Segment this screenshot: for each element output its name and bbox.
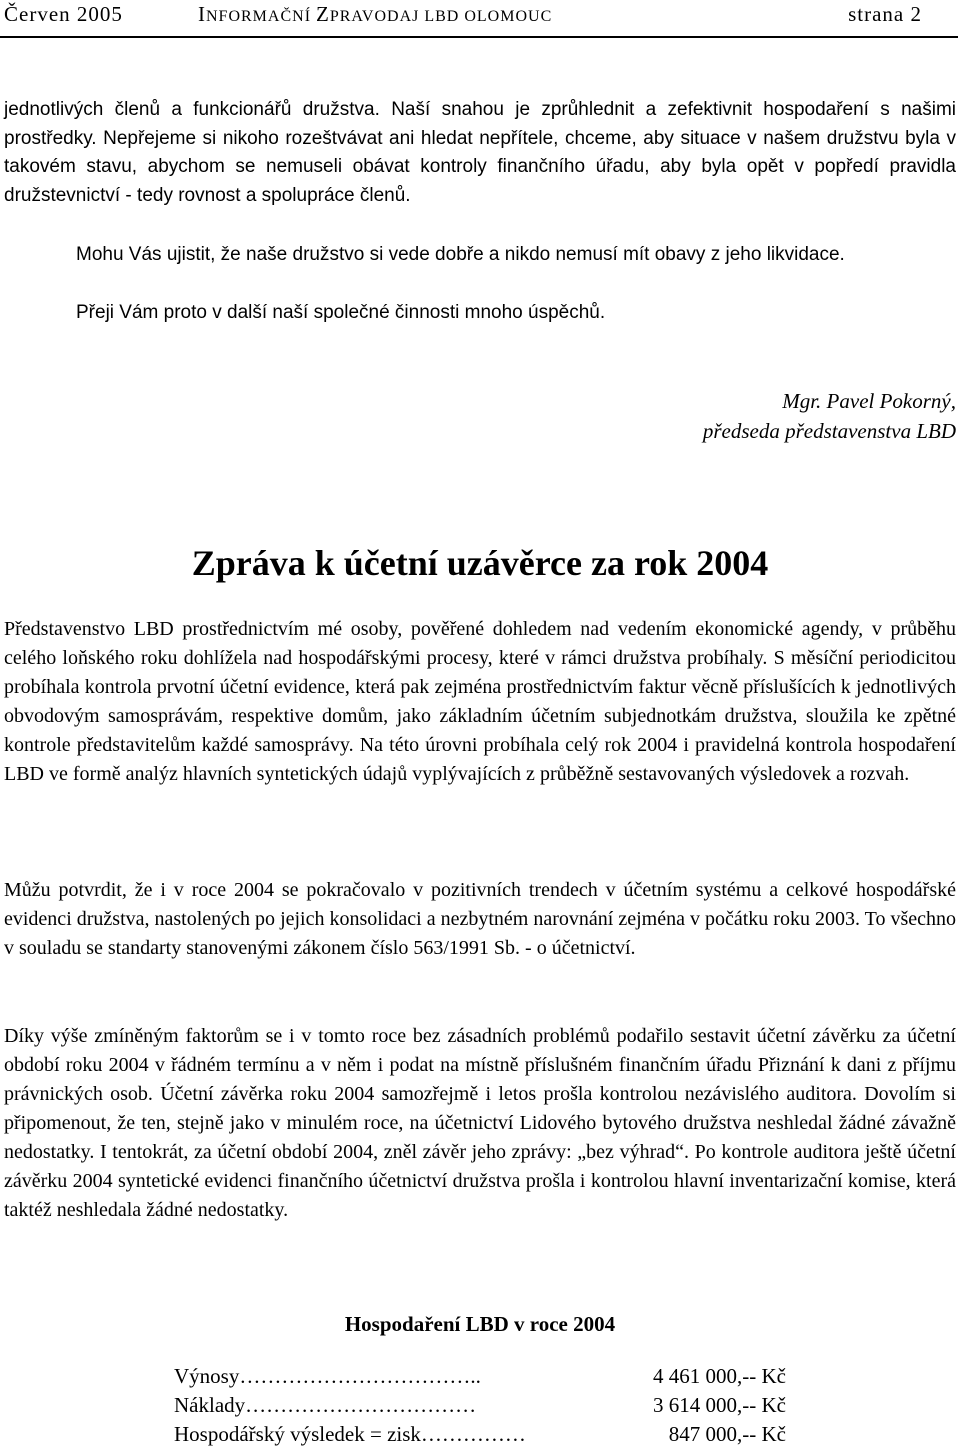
page-header — [0, 0, 960, 38]
title-part: I — [198, 2, 206, 26]
summary-amount: 847 000,-- Kč — [668, 1422, 786, 1446]
signature-block — [703, 386, 956, 446]
summary-row-revenue — [174, 1364, 794, 1389]
article-paragraph-3: Díky výše zmíněným faktorům se i v tomto roce bez zásadních problémů podařilo sestavit účetní závěrku za účetní období roku 2004 v řádném termínu a v něm i podat na místně příslušném finančním úřadu Přiznání k dani z příjmu právnických osob. Účetní závěrka roku 2004 samozřejmě i letos prošla kontrolou nezávislého auditora. Dovolím si připomenout, že ten, stejně jako v minulém roce, na účetnictví Lidového bytového družstva neshledal žádné závažně nedostatky. I tentokrát, za účetní období 2004, zněl závěr jeho zprávy: „bez výhrad“. Po kontrole auditora ještě účetní závěrku 2004 syntetické evidenci finančního účetnictví družstva prošla i kontrolou hlavní inventarizační komise, která taktéž neshledala žádné nedostatky. — [4, 1025, 956, 1221]
intro-paragraph-2: Mohu Vás ujistit, že naše družstvo si vede dobře a nikdo nemusí mít obavy z jeho likvidace. — [76, 244, 845, 265]
summary-label: Výnosy…………………………….. — [174, 1364, 481, 1388]
summary-label: Náklady…………………………… — [174, 1393, 477, 1417]
newsletter-title — [198, 2, 552, 27]
signature-role: předseda představenstva LBD — [702, 419, 956, 443]
title-part: Z — [316, 2, 330, 26]
signature-name: Mgr. Pavel Pokorný, — [782, 389, 956, 413]
summary-amount: 3 614 000,-- Kč — [653, 1393, 786, 1417]
article-title: Zpráva k účetní uzávěrce za rok 2004 — [191, 543, 769, 583]
issue-date: Červen 2005 — [4, 2, 123, 26]
header-rule — [0, 36, 958, 38]
page-number: strana 2 — [848, 2, 922, 26]
title-part: PRAVODAJ LBD OLOMOUC — [329, 8, 553, 25]
summary-row-profit — [174, 1422, 794, 1447]
intro-paragraph-1: jednotlivých členů a funkcionářů družstva. Naší snahou je zprůhlednit a zefektivnit hospodaření s našimi prostředky. Nepřejeme si nikoho rozeštvávat ani hledat nepřítele, chceme, aby situace v našem družstvu byla v takovém stavu, abychom se nemuseli obávat kontroly finančního úřadu, aby byla opět v popředí pravidla družstevnictví - tedy rovnost a spolupráce členů. — [4, 99, 956, 206]
title-part: NFORMAČNÍ — [206, 8, 317, 25]
article-paragraph-1: Představenstvo LBD prostřednictvím mé osoby, pověřené dohledem nad vedením ekonomické agendy, v průběhu celého loňského roku dohlížela nad hospodářskými procesy, které v rámci družstva probíhaly. S měsíční periodicitou probíhala kontrola prvotní účetní evidence, která pak zejména prostřednictvím faktur věcně příslušících k jednotlivých obvodovým samosprávám, respektive domům, jako základním účetním subjednotkám družstva, sloužila ke zpětné kontrole představitelům každé samosprávy. Na této úrovni probíhala celý rok 2004 i pravidelná kontrola hospodaření LBD ve formě analýz hlavních syntetických údajů vyplývajících z průběžně sestavovaných výsledovek a rozvah. — [4, 618, 956, 785]
summary-label: Hospodářský výsledek = zisk…………… — [174, 1422, 526, 1446]
summary-title: Hospodaření LBD v roce 2004 — [344, 1312, 616, 1336]
intro-paragraph-3: Přeji Vám proto v další naší společné činnosti mnoho úspěchů. — [76, 302, 606, 323]
article-paragraph-2: Můžu potvrdit, že i v roce 2004 se pokračovalo v pozitivních trendech v účetním systému a celkové hospodářské evidenci družstva, nastolených po jejich konsolidaci a nezbytném narovnání zejména v počátku roku 2003. To všechno v souladu se standarty stanovenými zákonem číslo 563/1991 Sb. - o účetnictví. — [4, 879, 956, 959]
summary-row-costs — [174, 1393, 794, 1418]
summary-amount: 4 461 000,-- Kč — [653, 1364, 786, 1388]
